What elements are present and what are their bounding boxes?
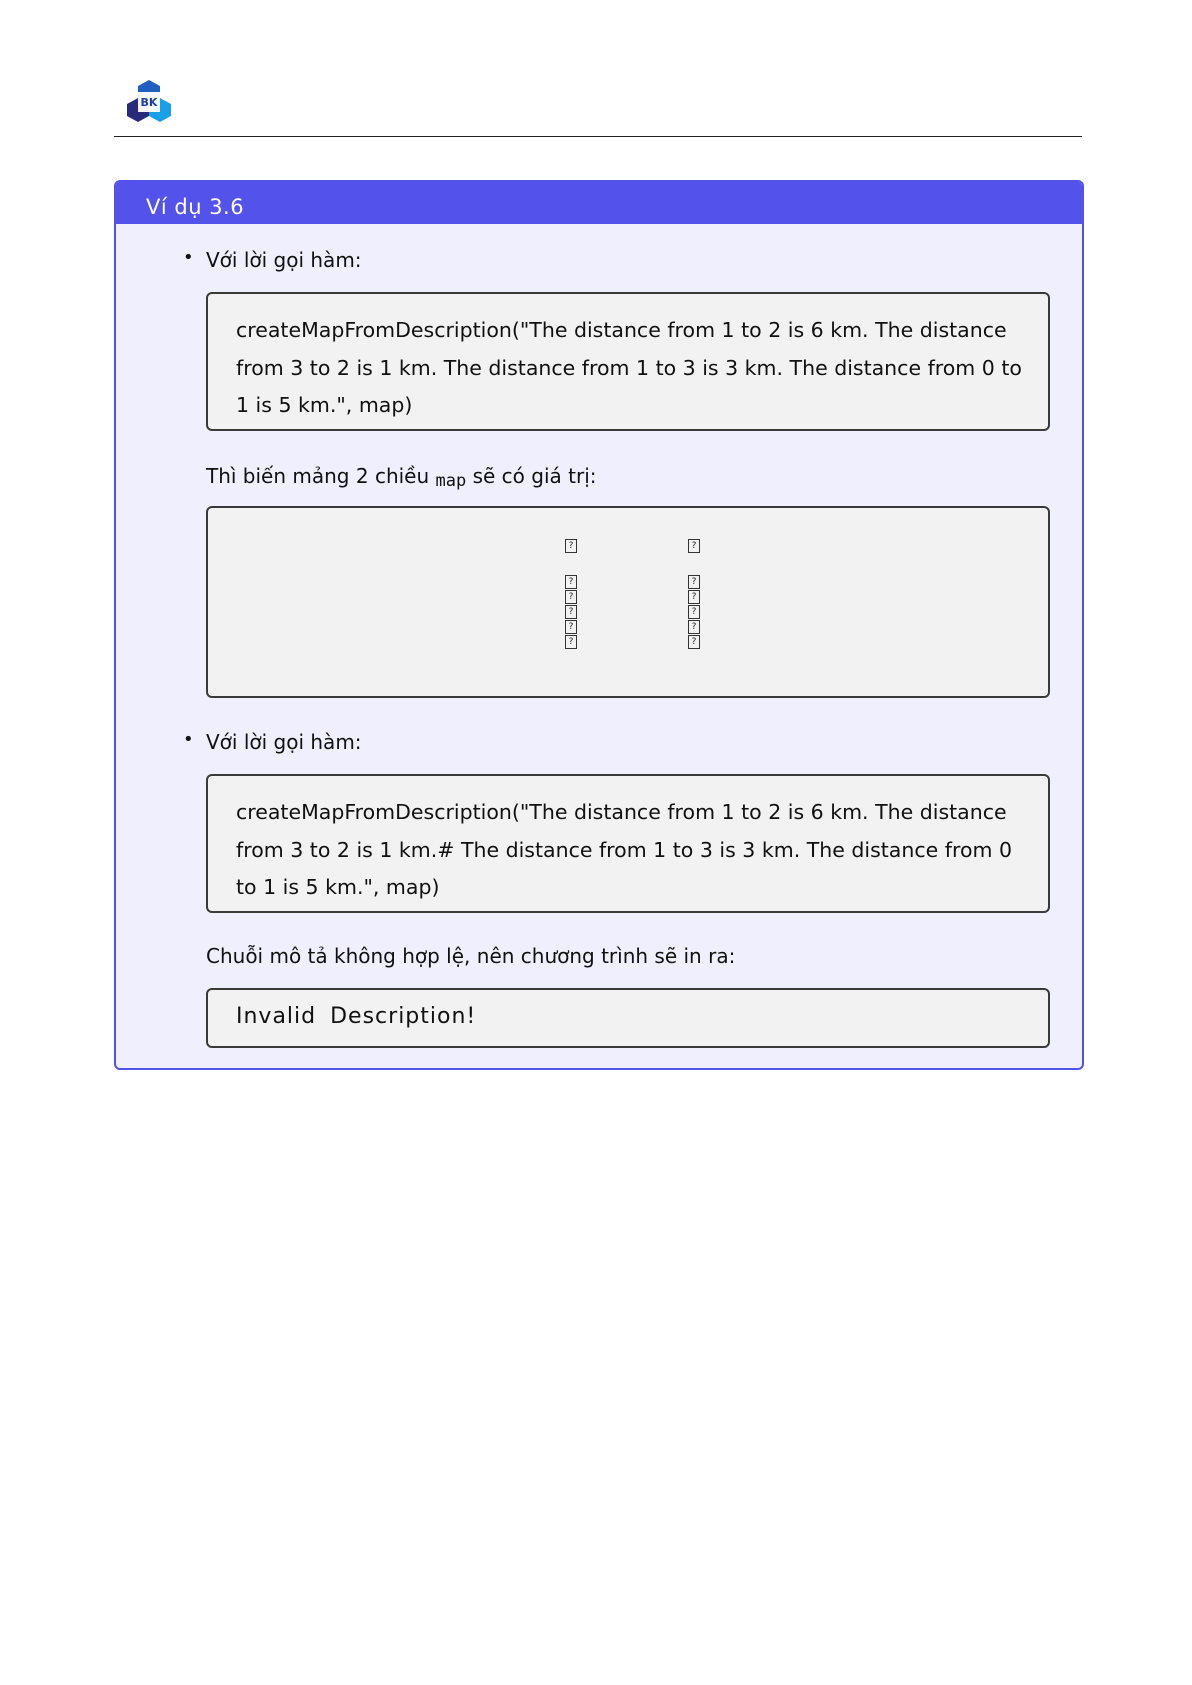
missing-glyph-icon: ? [565,590,577,604]
code-1-text: createMapFromDescription("The distance from 1 to 2 is 6 km. The distance from 3 to 2 is 1 km. The distance from 1 to 3 is 3 km. The distance from 0 to 1 is 5 km.", map) [236,318,1022,417]
result-intro-after: sẽ có giá trị: [472,464,597,488]
matrix-block [206,506,1050,698]
example-header [116,182,1082,224]
missing-glyph-icon: ? [688,539,700,553]
bullet-2-text: Với lời gọi hàm: [206,730,362,754]
missing-glyph-icon: ? [688,590,700,604]
example-box [114,180,1084,1070]
result-intro [206,464,597,491]
missing-glyph-icon: ? [688,605,700,619]
missing-glyph-icon: ? [565,539,577,553]
svg-text:BK: BK [140,96,158,109]
bullet-dot-icon: • [183,247,194,268]
header-rule [114,136,1082,137]
missing-glyph-icon: ? [565,575,577,589]
code-block-1 [206,292,1050,431]
missing-glyph-icon: ? [688,575,700,589]
invalid-intro: Chuỗi mô tả không hợp lệ, nên chương trình sẽ in ra: [206,944,736,968]
code-2-text: createMapFromDescription("The distance from 1 to 2 is 6 km. The distance from 3 to 2 is 1 km.# The distance from 1 to 3 is 3 km. The distance from 0 to 1 is 5 km.", map) [236,800,1013,899]
example-title: Ví dụ 3.6 [146,195,245,219]
code-block-2 [206,774,1050,913]
missing-glyph-icon: ? [565,635,577,649]
matrix-column-2 [688,538,700,650]
result-var: map [435,471,467,491]
bullet-2 [183,729,362,754]
bk-logo [126,78,172,126]
missing-glyph-icon: ? [565,620,577,634]
matrix-column-1 [565,538,577,650]
bullet-1-text: Với lời gọi hàm: [206,248,362,272]
missing-glyph-icon: ? [688,620,700,634]
missing-glyph-icon: ? [688,635,700,649]
missing-glyph-icon: ? [565,605,577,619]
result-intro-before: Thì biến mảng 2 chiều [206,464,430,488]
output-block [206,988,1050,1048]
bullet-1 [183,247,362,272]
invalid-output-text: Invalid Description! [236,1004,477,1029]
bullet-dot-icon: • [183,729,194,750]
